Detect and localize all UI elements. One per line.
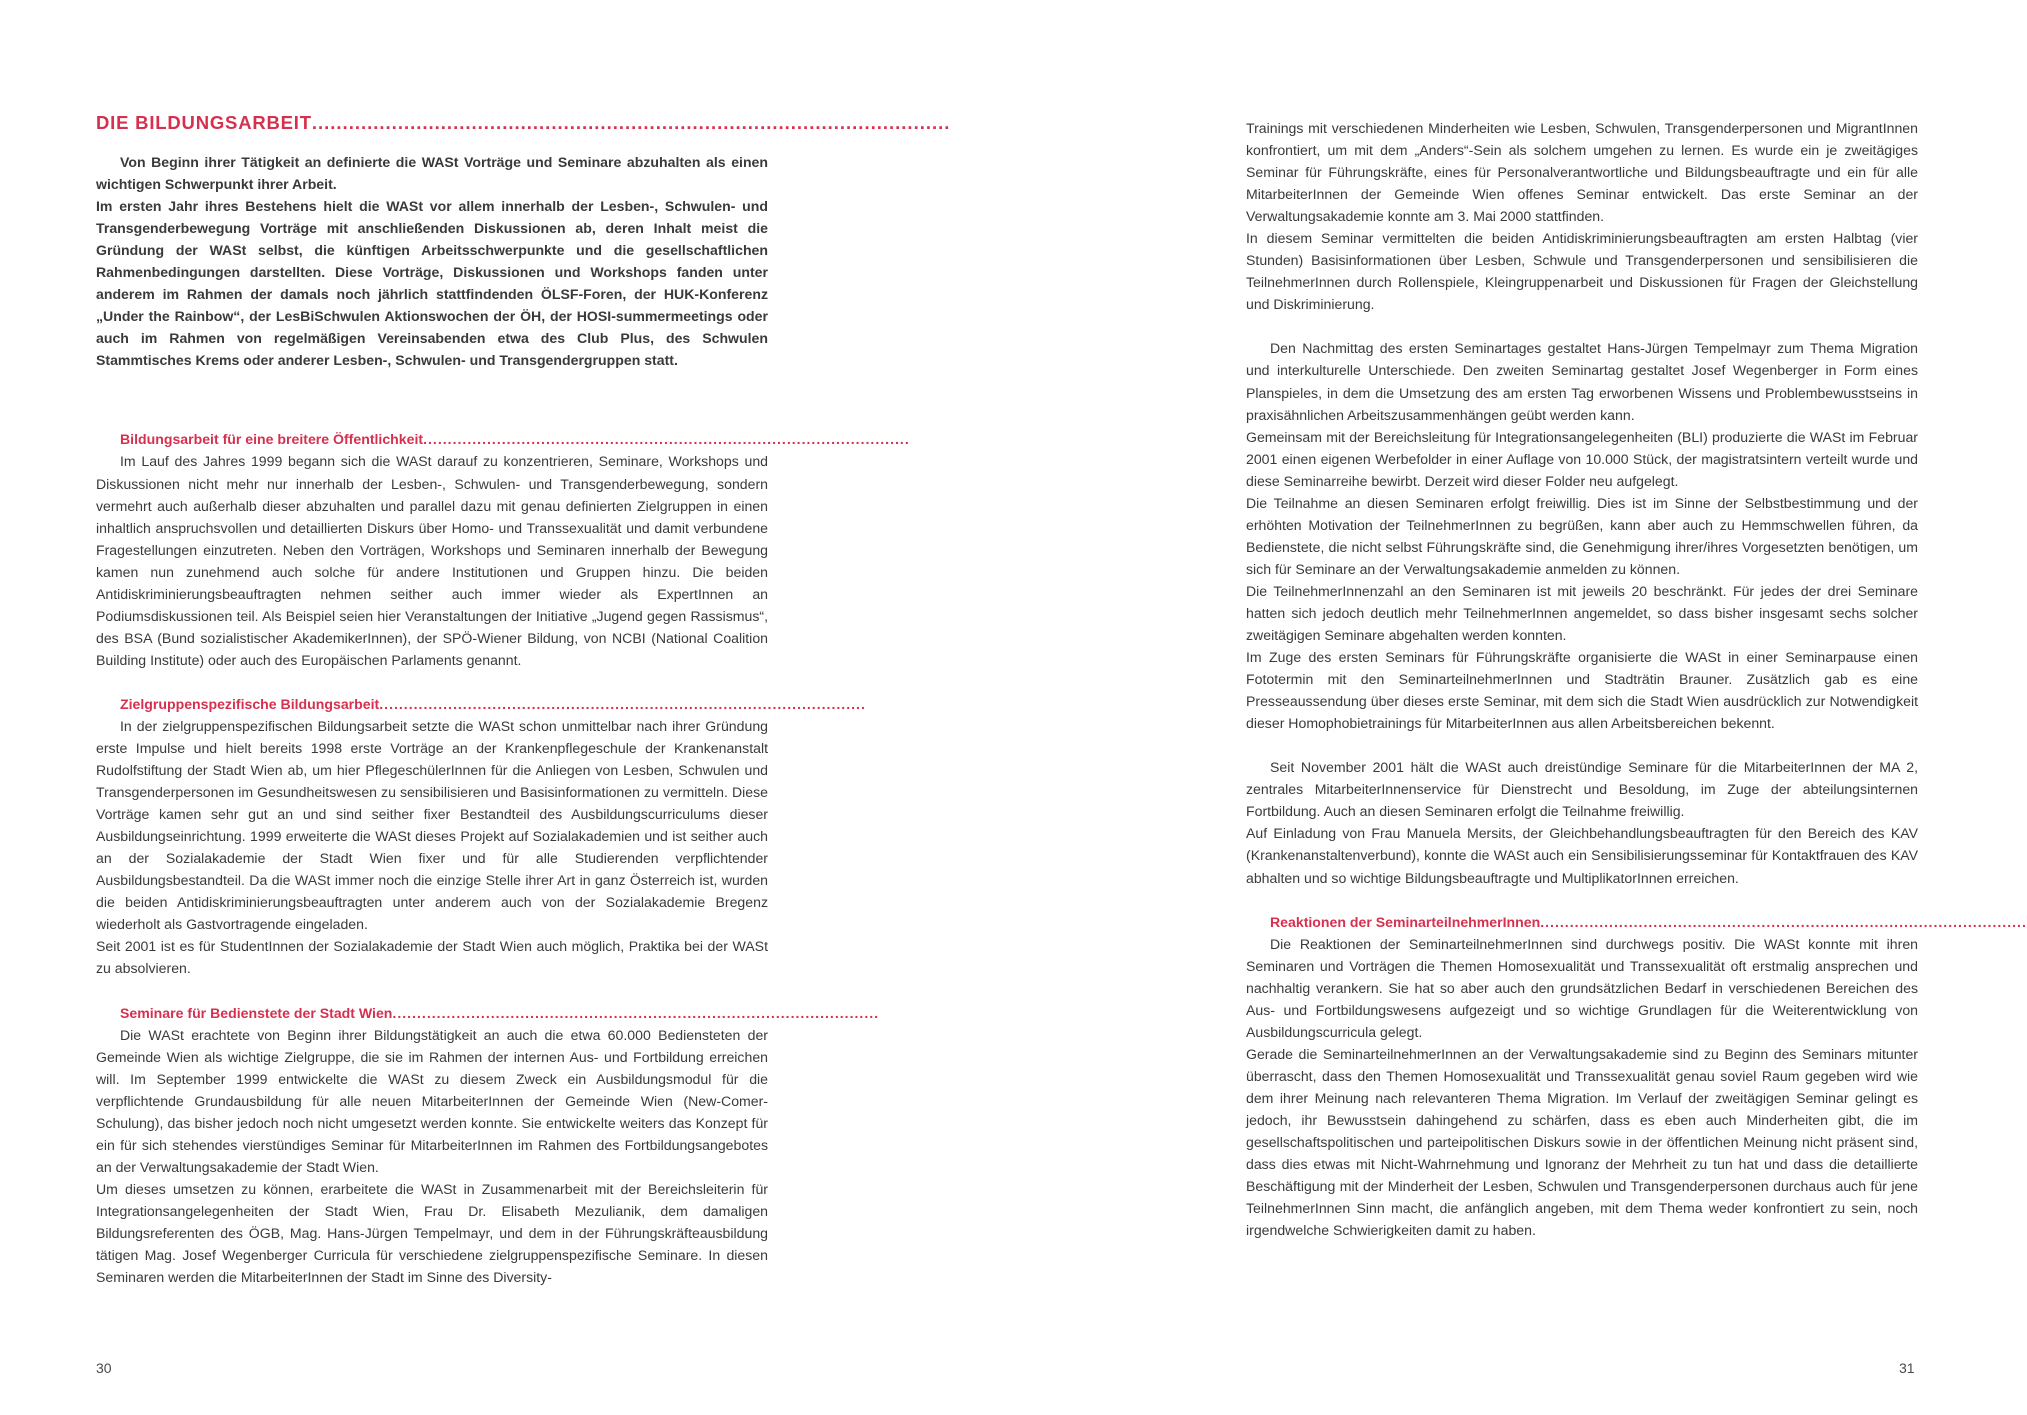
body-paragraph: Die Reaktionen der SeminarteilnehmerInnen sind durchwegs positiv. Die WASt konnte mit ihren Seminaren und Vorträgen die Themen Homosexualität und Transsexualität oft erstmalig ansprechen und nachhaltig verankern. Sie hat so aber auch den grundsätzlichen Bedarf in verschiedenen Bereichen des Aus- und Fortbildungswesens aufgezeigt und so wichtige Grundlagen für die Weiterentwicklung von Ausbildungscurricula gelegt. — [1246, 935, 1918, 1040]
body-paragraph: Im Lauf des Jahres 1999 begann sich die WASt darauf zu konzentrieren, Seminare, Workshops und Diskussionen nicht mehr nur innerhalb der Lesben-, Schwulen- und Transgenderbewegung, sondern vermehrt auch außerhalb dieser abzuhalten und parallel dazu mit genau definierten Zielgruppen in einen inhaltlich anspruchsvollen und detaillierten Diskurs über Homo- und Transsexualität und damit verbundene Fragestellungen einzutreten. Neben den Vorträgen, Workshops und Seminaren innerhalb der Bewegung kamen nun zunehmend auch solche für andere Institutionen und Gruppen hinzu. Die beiden Antidiskriminierungsbeauftragten nehmen seither auch immer wieder als ExpertInnen an Podiumsdiskussionen teil. Als Beispiel seien hier Veranstaltungen der Initiative „Jugend gegen Rassismus“, des BSA (Bund sozialistischer AkademikerInnen), der SPÖ-Wiener Bildung, von NCBI (National Coalition Building Institute) oder auch des Europäischen Parlaments genannt. — [96, 453, 768, 668]
page-number: 31 — [1899, 1360, 1915, 1376]
body-paragraph: Gemeinsam mit der Bereichsleitung für Integrationsangelegenheiten (BLI) produzierte die WASt im Februar 2001 einen eigenen Werbefolder in einer Auflage von 10.000 Stück, der magistratsintern verteilt wurde und diese Seminarreihe bewirbt. Derzeit wird dieser Folder neu aufgelegt. — [1246, 428, 1918, 489]
body-paragraph: Die Teilnahme an diesen Seminaren erfolgt freiwillig. Dies ist im Sinne der Selbstbestimmung und der erhöhten Motivation der TeilnehmerInnen zu begrüßen, kann aber auch zu Hemmschwellen führen, da Bedienstete, die nicht selbst Führungskräfte sind, die Genehmigung ihrer/ihres Vorgesetzten benötigen, um sich für Seminare an der Verwaltungsakademie anmelden zu können. — [1246, 494, 1918, 577]
section-heading: Bildungsarbeit für eine breitere Öffentlichkeit................................................................................................... — [120, 431, 910, 448]
lead-paragraph: Von Beginn ihrer Tätigkeit an definierte die WASt Vorträge und Seminare abzuhalten als einen wichtigen Schwerpunkt ihrer Arbeit. — [96, 154, 768, 193]
page-left — [0, 0, 1000, 1415]
page-right — [1000, 0, 2027, 1415]
body-paragraph: Die TeilnehmerInnenzahl an den Seminaren ist mit jeweils 20 beschränkt. Für jedes der drei Seminare hatten sich jedoch deutlich mehr TeilnehmerInnen angemeldet, so dass bisher insgesamt sechs solcher zweitägigen Seminare abgehalten werden konnten. — [1246, 582, 1918, 644]
body-paragraph: In diesem Seminar vermittelten die beiden Antidiskriminierungsbeauftragten am ersten Halbtag (vier Stunden) Basisinformationen über Lesben, Schwule und Transgenderpersonen und sensibilisieren die TeilnehmerInnen durch Rollenspiele, Kleingruppenarbeit und Diskussionen für Fragen der Gleichstellung und Diskriminierung. — [1246, 230, 1918, 313]
section-heading: Seminare für Bedienstete der Stadt Wien................................................................................................... — [120, 1004, 880, 1021]
body-paragraph: Im Zuge des ersten Seminars für Führungskräfte organisierte die WASt in einer Seminarpause einen Fototermin mit den SeminarteilnehmerInnen und Stadträtin Brauner. Zusätzlich gab es eine Presseaussendung über dieses erste Seminar, mit dem sich die Stadt Wien ausdrücklich zur Notwendigkeit dieser Homophobietrainings für MitarbeiterInnen aus allen Arbeitsbereichen bekennt. — [1246, 649, 1918, 732]
body-paragraph: Seit November 2001 hält die WASt auch dreistündige Seminare für die MitarbeiterInnen der MA 2, zentrales MitarbeiterInnenservice für Dienstrecht und Besoldung, im Zuge der abteilungsinternen Fortbildung. Auch an diesen Seminaren erfolgt die Teilnahme freiwillig. — [1246, 759, 1918, 820]
lead-paragraph: Im ersten Jahr ihres Bestehens hielt die WASt vor allem innerhalb der Lesben-, Schwulen- und Transgenderbewegung Vorträge mit anschließenden Diskussionen ab, deren Inhalt meist die Gründung der WASt selbst, die künftigen Arbeitsschwerpunkte und die gesellschaftlichen Rahmenbedingungen darstellten. Diese Vorträge, Diskussionen und Workshops fanden unter anderem im Rahmen der damals noch jährlich stattfindenden ÖLSF-Foren, der HUK-Konferenz „Under the Rainbow“, der LesBiSchwulen Aktionswochen der ÖH, der HOSI-summermeetings oder auch im Rahmen von regelmäßigen Vereinsabenden etwa des Club Plus, des Schwulen Stammtisches Krems oder anderer Lesben-, Schwulen- und Transgendergruppen statt. — [96, 198, 768, 369]
right-column — [1246, 117, 2027, 1241]
left-column — [96, 112, 951, 1288]
section-heading: Reaktionen der SeminarteilnehmerInnen................................................................................................... — [1270, 913, 2027, 930]
page-title: DIE BILDUNGSARBEIT........................................................................................................ — [96, 112, 951, 133]
body-paragraph: Gerade die SeminarteilnehmerInnen an der Verwaltungsakademie sind zu Beginn des Seminars mitunter überrascht, dass den Themen Homosexualität und Transsexualität genau soviel Raum gegeben wird wie dem ihrer Meinung nach relevanteren Thema Migration. Im Verlauf der zweitägigen Seminar gelingt es jedoch, ihr Bewusstsein dahingehend zu schärfen, dass es eben auch Minderheiten gibt, die im gesellschaftspolitischen und parteipolitischen Diskurs sowie in der öffentlichen Meinung nicht präsent sind, dass dies etwas mit Nicht-Wahrnehmung und Ignoranz der Mehrheit zu tun hat und dass die detaillierte Beschäftigung mit der Minderheit der Lesben, Schwulen und Transgenderpersonen durchaus auch für jene TeilnehmerInnen Sinn macht, die anfänglich angeben, mit dem Thema weder konfrontiert zu sein, noch irgendwelche Schwierigkeiten damit zu haben. — [1246, 1045, 1918, 1239]
body-paragraph: Auf Einladung von Frau Manuela Mersits, der Gleichbehandlungsbeauftragten für den Bereich des KAV (Krankenanstaltenverbund), konnte die WASt auch ein Sensibilisierungsseminar für Kontaktfrauen des KAV abhalten und so wichtige Bildungsbeauftragte und MultiplikatorInnen erreichen. — [1246, 825, 1918, 886]
body-paragraph: Den Nachmittag des ersten Seminartages gestaltet Hans-Jürgen Tempelmayr zum Thema Migration und interkulturelle Unterschiede. Den zweiten Seminartag gestaltet Josef Wegenberger in Form eines Planspieles, in dem die Umsetzung des am ersten Tag erworbenen Wissens und Problembewusstseins in praxisähnlichen Arbeitszusammenhängen geübt werden kann. — [1246, 340, 1918, 423]
body-paragraph: Seit 2001 ist es für StudentInnen der Sozialakademie der Stadt Wien auch möglich, Praktika bei der WASt zu absolvieren. — [96, 938, 768, 977]
body-paragraph: Um dieses umsetzen zu können, erarbeitete die WASt in Zusammenarbeit mit der Bereichsleiterin für Integrationsangelegenheiten der Stadt Wien, Frau Dr. Elisabeth Mezulianik, dem damaligen Bildungsreferenten des ÖGB, Mag. Hans-Jürgen Tempelmayr, und dem in der Führungskräfteausbildung tätigen Mag. Josef Wegenberger Curricula für verschiedene zielgruppenspezifische Seminare. In diesen Seminaren werden die MitarbeiterInnen der Stadt im Sinne des Diversity- — [96, 1180, 768, 1286]
section-heading: Zielgruppenspezifische Bildungsarbeit................................................................................................... — [120, 695, 866, 712]
body-paragraph: Die WASt erachtete von Beginn ihrer Bildungstätigkeit an auch die etwa 60.000 Bediensteten der Gemeinde Wien als wichtige Zielgruppe, die sie im Rahmen der internen Aus- und Fortbildung erreichen will. Im September 1999 entwickelte die WASt zu diesem Zweck ein Ausbildungsmodul für die verpflichtende Grundausbildung für alle neuen MitarbeiterInnen der Gemeinde Wien (New-Comer-Schulung), das bisher jedoch noch nicht umgesetzt werden konnte. Sie entwickelte weiters das Konzept für ein für sich stehendes vierstündiges Seminar für MitarbeiterInnen im Rahmen des Fortbildungsangebotes an der Verwaltungsakademie der Stadt Wien. — [96, 1026, 768, 1175]
page-number: 30 — [96, 1360, 112, 1376]
body-paragraph: Trainings mit verschiedenen Minderheiten wie Lesben, Schwulen, Transgenderpersonen und MigrantInnen konfrontiert, um mit dem „Anders“-Sein als solchem umgehen zu lernen. Es wurde ein je zweitägiges Seminar für Führungskräfte, eines für Personalverantwortliche und Bildungsbeauftragte und ein für alle MitarbeiterInnen der Gemeinde Wien offenes Seminar entwickelt. Das erste Seminar an der Verwaltungsakademie konnte am 3. Mai 2000 stattfinden. — [1246, 120, 1918, 225]
body-paragraph: In der zielgruppenspezifischen Bildungsarbeit setzte die WASt schon unmittelbar nach ihrer Gründung erste Impulse und hielt bereits 1998 erste Vorträge an der Krankenpflegeschule der Krankenanstalt Rudolfstiftung der Stadt Wien ab, um hier PflegeschülerInnen für die Anliegen von Lesben, Schwulen und Transgenderpersonen im Gesundheitswesen zu sensibilisieren und Basisinformationen zu vermitteln. Diese Vorträge kamen sehr gut an und sind seither fixer Bestandteil des Ausbildungscurriculums dieser Ausbildungseinrichtung. 1999 erweiterte die WASt dieses Projekt auf Sozialakademien und ist seither auch an der Sozialakademie der Stadt Wien fixer und für alle Studierenden verpflichtender Ausbildungsbestandteil. Da die WASt immer noch die einzige Stelle ihrer Art in ganz Österreich ist, wurden die beiden Antidiskriminierungsbeauftragten unter anderem auch von der Sozialakademie Bregenz wiederholt als Gastvortragende eingeladen. — [96, 717, 768, 933]
